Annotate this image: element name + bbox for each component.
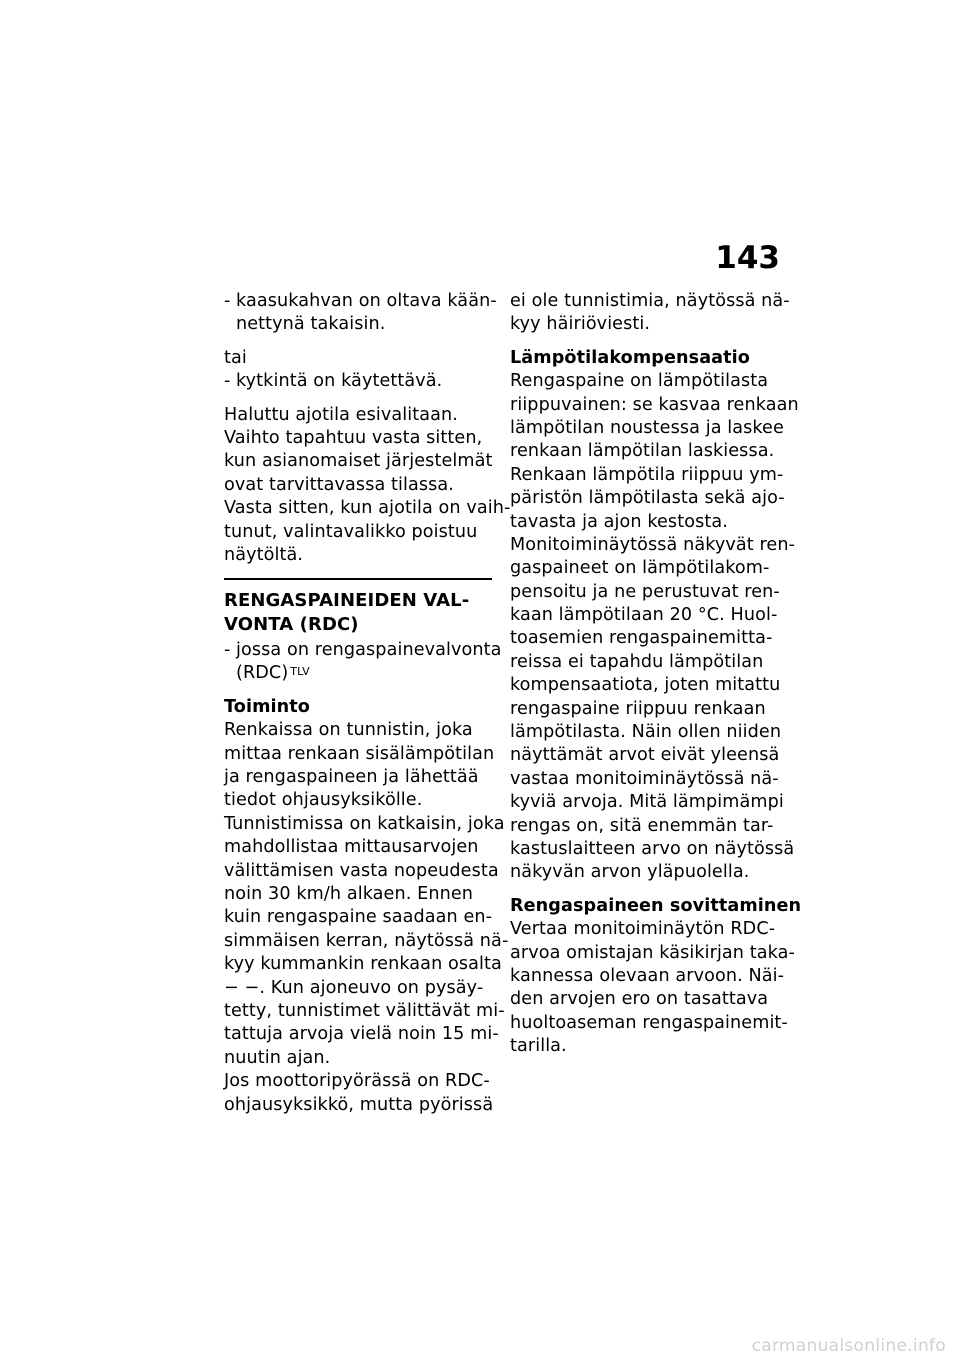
text-line: kaan lämpötilaan 20 °C. Huol- <box>510 605 778 626</box>
text-line: Renkaissa on tunnistin, joka <box>224 720 473 741</box>
text-line: kyy häiriöviesti. <box>510 314 651 335</box>
text-line: lämpötilan noustessa ja laskee <box>510 417 784 438</box>
text-line: näkyvän arvon yläpuolella. <box>510 862 750 883</box>
text-line: Tunnistimissa on katkaisin, joka <box>224 813 505 834</box>
list-item-rdc <box>224 639 502 686</box>
text-line: näytöltä. <box>224 544 304 565</box>
heading-line: VONTA (RDC) <box>224 613 359 635</box>
text-line: den arvojen ero on tasattava <box>510 989 769 1010</box>
paragraph-function <box>224 719 509 1117</box>
text-line: tunut, valintavalikko poistuu <box>224 521 478 542</box>
text-line: tarilla. <box>510 1036 567 1057</box>
text-line: tavasta ja ajon kestosta. <box>510 511 728 532</box>
text-line: Vertaa monitoiminäytön RDC- <box>510 919 776 940</box>
text-line: jossa on rengaspainevalvonta <box>236 640 502 661</box>
text-line: kun asianomaiset järjestelmät <box>224 451 493 472</box>
subheading-function: Toiminto <box>224 696 310 717</box>
text-line: ovat tarvittavassa tilassa. <box>224 474 455 495</box>
text-line: riippuvainen: se kasvaa renkaan <box>510 394 799 415</box>
watermark: carmanualsonline.info <box>751 1336 946 1356</box>
text-line: huoltoaseman rengaspainemit- <box>510 1012 788 1033</box>
text-line: lämpötilasta. Näin ollen niiden <box>510 722 782 743</box>
text-line: − −. Kun ajoneuvo on pysäy- <box>224 977 484 998</box>
text-line: Jos moottoripyörässä on RDC- <box>224 1071 490 1092</box>
text-line: tiedot ohjausyksikölle. <box>224 790 423 811</box>
text-line: pensoitu ja ne perustuvat ren- <box>510 581 780 602</box>
text-line: mahdollistaa mittausarvojen <box>224 837 479 858</box>
text-line: ei ole tunnistimia, näytössä nä- <box>510 291 790 311</box>
section-divider <box>224 578 492 580</box>
or-label: tai <box>224 347 247 368</box>
paragraph-temperature <box>510 370 799 885</box>
paragraph-continued <box>510 290 790 337</box>
text-line: kannessa olevaan arvoon. Näi- <box>510 965 785 986</box>
text-line: Renkaan lämpötila riippuu ym- <box>510 464 784 485</box>
text-line: Vasta sitten, kun ajotila on vaih- <box>224 498 511 519</box>
heading-line: RENGASPAINEIDEN VAL- <box>224 590 470 612</box>
text-line: arvoa omistajan käsikirjan taka- <box>510 942 795 963</box>
text-line: rengaspaine riippuu renkaan <box>510 698 766 719</box>
superscript-tlv: TLV <box>290 665 310 679</box>
text-line: kastuslaitteen arvo on näytössä <box>510 838 795 859</box>
subheading-temperature-compensation: Lämpötilakompensaatio <box>510 347 750 368</box>
page-number: 143 <box>715 240 780 276</box>
text-line: reissa ei tapahdu lämpötilan <box>510 651 764 672</box>
text-line-with-sup <box>236 662 496 685</box>
text-line: kaasukahvan on oltava kään- <box>236 291 497 311</box>
text-line: Haluttu ajotila esivalitaan. <box>224 404 458 425</box>
text-line: ja rengaspaineen ja lähettää <box>224 767 479 788</box>
list-item-clutch <box>224 370 496 393</box>
text-line: nettynä takaisin. <box>236 314 386 335</box>
text-line: nuutin ajan. <box>224 1047 331 1068</box>
text-line: noin 30 km/h alkaen. Ennen <box>224 883 474 904</box>
dash-bullet: - <box>224 371 231 392</box>
text-line: kompensaatiota, joten mitattu <box>510 675 781 696</box>
paragraph-adjustment <box>510 918 795 1058</box>
text-line: Rengaspaine on lämpötilasta <box>510 371 769 392</box>
dash-bullet: - <box>224 291 231 311</box>
text-line: gaspaineet on lämpötilakom- <box>510 558 770 579</box>
text-line: kuin rengaspaine saadaan en- <box>224 907 493 928</box>
dash-bullet: - <box>224 640 231 661</box>
text-line: tattuja arvoja vielä noin 15 mi- <box>224 1024 499 1045</box>
text-line: välittämisen vasta nopeudesta <box>224 860 499 881</box>
text-line: toasemien rengaspainemitta- <box>510 628 773 649</box>
text-line: mittaa renkaan sisälämpötilan <box>224 743 495 764</box>
text-line: simmäisen kerran, näytössä nä- <box>224 930 509 951</box>
text-line: kyviä arvoja. Mitä lämpimämpi <box>510 792 784 813</box>
text-line: vastaa monitoiminäytössä nä- <box>510 768 779 789</box>
text-line: Monitoiminäytössä näkyvät ren- <box>510 534 796 555</box>
text-line: näyttämät arvot eivät yleensä <box>510 745 780 766</box>
text-line: ohjausyksikkö, mutta pyörissä <box>224 1094 494 1115</box>
text-line: Vaihto tapahtuu vasta sitten, <box>224 427 483 448</box>
text-line: renkaan lämpötilan laskiessa. <box>510 441 775 462</box>
right-column <box>510 290 802 1059</box>
list-item-throttle <box>224 290 496 337</box>
text-line: kyy kummankin renkaan osalta <box>224 954 502 975</box>
text-line: tetty, tunnistimet välittävät mi- <box>224 1000 505 1021</box>
text-line: päristön lämpötilasta sekä ajo- <box>510 488 785 509</box>
left-column <box>224 290 511 1117</box>
text-line: kytkintä on käytettävä. <box>236 371 443 392</box>
subheading-pressure-adjustment: Rengaspaineen sovittaminen <box>510 895 802 916</box>
section-heading <box>224 588 496 635</box>
text-line: rengas on, sitä enemmän tar- <box>510 815 774 836</box>
text-rdc: (RDC) <box>236 663 289 684</box>
paragraph-preselect <box>224 404 511 568</box>
